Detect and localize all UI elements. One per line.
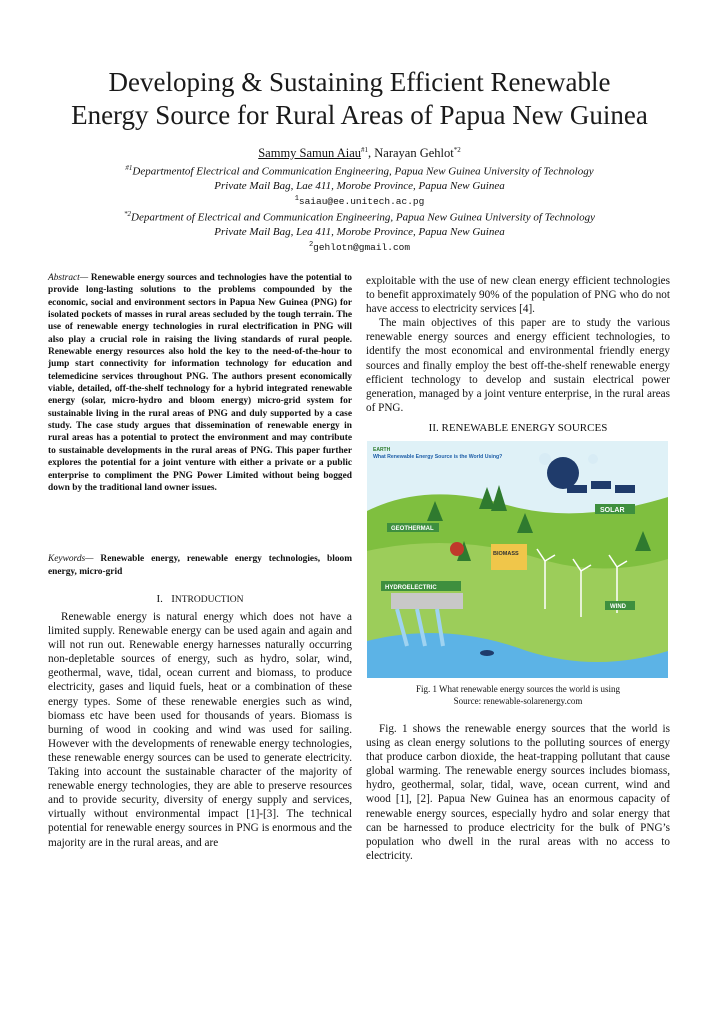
section-1-number: I. — [156, 593, 163, 605]
figure-caption-line-1: Fig. 1 What renewable energy sources the world is using — [415, 684, 621, 694]
affiliation-1-line-1: Departmentof Electrical and Communication Engineering, Papua New Guinea University of Technology — [132, 165, 594, 178]
figure-1-caption — [366, 684, 670, 707]
author-2-sup: *2 — [453, 146, 461, 154]
earth-label: EARTH — [373, 447, 391, 453]
affiliation-1-sup: #1 — [125, 164, 133, 172]
affiliation-2-line-2: Private Mail Bag, Lea 411, Morobe Province, Papua New Guinea — [214, 225, 505, 238]
figure-1-infographic — [367, 441, 668, 678]
email-1-text: saiau@ee.unitech.ac.pg — [298, 196, 425, 208]
author-separator: , — [368, 146, 375, 161]
dam-wall — [391, 593, 463, 609]
abstract-text: Renewable energy sources and technologies have the potential to provide long-lasting solutions to the problems compounded by the economic, social and environment sectors in Papua New Guinea (PNG) for isolated pockets of masses in rural areas secluded by the tough terrain. The use of renewable energy technologies in rural electrification in PNG will also play a crucial role in raising the living standards of rural people. Renewable energy resources also hold the key to the need-of-the-hour to jump start connectivity for information technology for education and telemedicine services throughout PNG. The authors present economically viable, detailed, off-the-shelf technology for a hybrid integrated renewable energy (solar, micro-hydro and bloom energy) micro-grid system for sustainable living in the rural areas of PNG and duly supported by a case study. The case study argues that dissemination of renewable energy in rural areas has a potential to protect the environment and may contribute to sustainable developments in the rural areas of PNG. This paper further explores the potential for a joint venture with either a private or a public enterprise to compliment the PNG Power Limited without being bogged down by the traditional land owner issues. — [48, 273, 352, 493]
affiliation-2-sup: *2 — [124, 210, 131, 218]
cloud-icon — [588, 454, 598, 464]
affiliation-1-line-2: Private Mail Bag, Lae 411, Morobe Province, Papua New Guinea — [214, 179, 505, 192]
infographic-headline: What Renewable Energy Source is the World Using? — [373, 454, 503, 460]
biomass-building — [491, 544, 527, 570]
right-column-bottom — [366, 722, 670, 863]
affiliation-1 — [0, 161, 719, 193]
author-line — [0, 143, 719, 160]
geothermal-plant-icon — [450, 542, 464, 556]
earth-icon — [547, 457, 579, 489]
email-2-text: gehlotn@gmail.com — [313, 242, 411, 254]
keywords-label: Keywords — [48, 554, 86, 564]
abstract-dash: — — [79, 273, 91, 283]
title-line-2: Energy Source for Rural Areas of Papua New Guinea — [71, 100, 648, 130]
section-1-title-rest: NTRODUCTION — [174, 595, 244, 605]
right-paragraph-1: exploitable with the use of new clean energy efficient technologies to benefit approximately 90% of the population of PNG who do not have access to electricity services [4]. — [366, 275, 670, 316]
email-2[interactable] — [0, 239, 719, 254]
cloud-icon — [539, 453, 551, 465]
intro-paragraph: Renewable energy is natural energy which does not have a limited supply. Renewable energy can be used again and again and will not run out. Renewable energy harnesses naturally occurring non-depletable sources of energy, such as hydro, solar, wind, geothermal, wave, tidal, ocean current and biomass, to produce electricity, gases and liquid fuels, heat or a combination of these energy types. Some of these renewable energies such as wind, biomass etc have been used for thousands of years. Biomass is burning of wood in cooking and wind was used for sailing. However with the developments of renewable energy technologies, these renewable energy sources can be used to generate electricity. Taking into account the sustainable character of the majority of renewable energy technologies, they are able to preserve resources and to provide security, diversity of energy supply and services, virtually without environmental impact [1]-[3]. The technical potential for renewable energy sources in PNG is enormous and the majority are in the rural areas, and are — [48, 611, 352, 849]
keywords-dash: — — [85, 554, 101, 564]
keywords-text: Renewable energy, renewable energy technologies, bloom energy, micro-grid — [48, 554, 352, 577]
solar-label: SOLAR — [600, 507, 625, 514]
email-1[interactable] — [0, 193, 719, 208]
author-1-sup: #1 — [361, 146, 369, 154]
infographic-svg — [367, 441, 668, 678]
fish-icon — [480, 650, 494, 656]
email-1-sup: 1 — [294, 195, 299, 203]
section-1-heading — [48, 593, 352, 605]
right-paragraph-2: The main objectives of this paper are to study the various renewable energy sources and energy efficient technologies, to identify the most economical and environmental friendly energy sources and finally employ the best off-the-shelf renewable energy efficient technology to develop and sustain electrical power generation, managed by a joint venture enterprise, in the rural areas of PNG. — [366, 317, 670, 414]
section-1-title-first: I — [171, 593, 175, 605]
author-2: Narayan Gehlot — [374, 146, 454, 161]
intro-section — [48, 610, 352, 850]
figure-caption-line-2: Source: renewable-solarenergy.com — [453, 695, 583, 706]
affiliation-2-line-1: Department of Electrical and Communication Engineering, Papua New Guinea University of Technology — [131, 211, 595, 224]
right-column-top — [366, 274, 670, 415]
wind-label: WIND — [610, 604, 626, 610]
abstract — [48, 272, 352, 494]
author-1: Sammy Samun Aiau — [258, 146, 362, 161]
abstract-label: Abstract — [48, 273, 80, 283]
title-line-1: Developing & Sustaining Efficient Renewable — [108, 67, 611, 97]
keywords — [48, 553, 352, 578]
paper-title — [0, 66, 719, 132]
hydro-label: HYDROELECTRIC — [385, 585, 437, 591]
biomass-label: BIOMASS — [493, 551, 519, 557]
geothermal-label: GEOTHERMAL — [391, 526, 434, 532]
affiliation-2 — [0, 207, 719, 239]
section-2-heading: II. RENEWABLE ENERGY SOURCES — [428, 422, 608, 434]
right-paragraph-3: Fig. 1 shows the renewable energy sources that the world is using as clean energy solutions to the polluting sources of energy that produce carbon dioxide, the heat-trapping pollutant that cause global warming. The renewable energy sources includes biomass, hydro, geothermal, solar, tidal, wave, ocean current, wind and wood [1], [2]. Papua New Guinea has an enormous capacity of renewable energy sources, especially hydro and solar energy that can be harnessed to produce electricity for the bulk of PNG’s population who dwell in the rural areas with no access to electricity. — [366, 723, 670, 862]
email-2-sup: 2 — [308, 241, 314, 249]
